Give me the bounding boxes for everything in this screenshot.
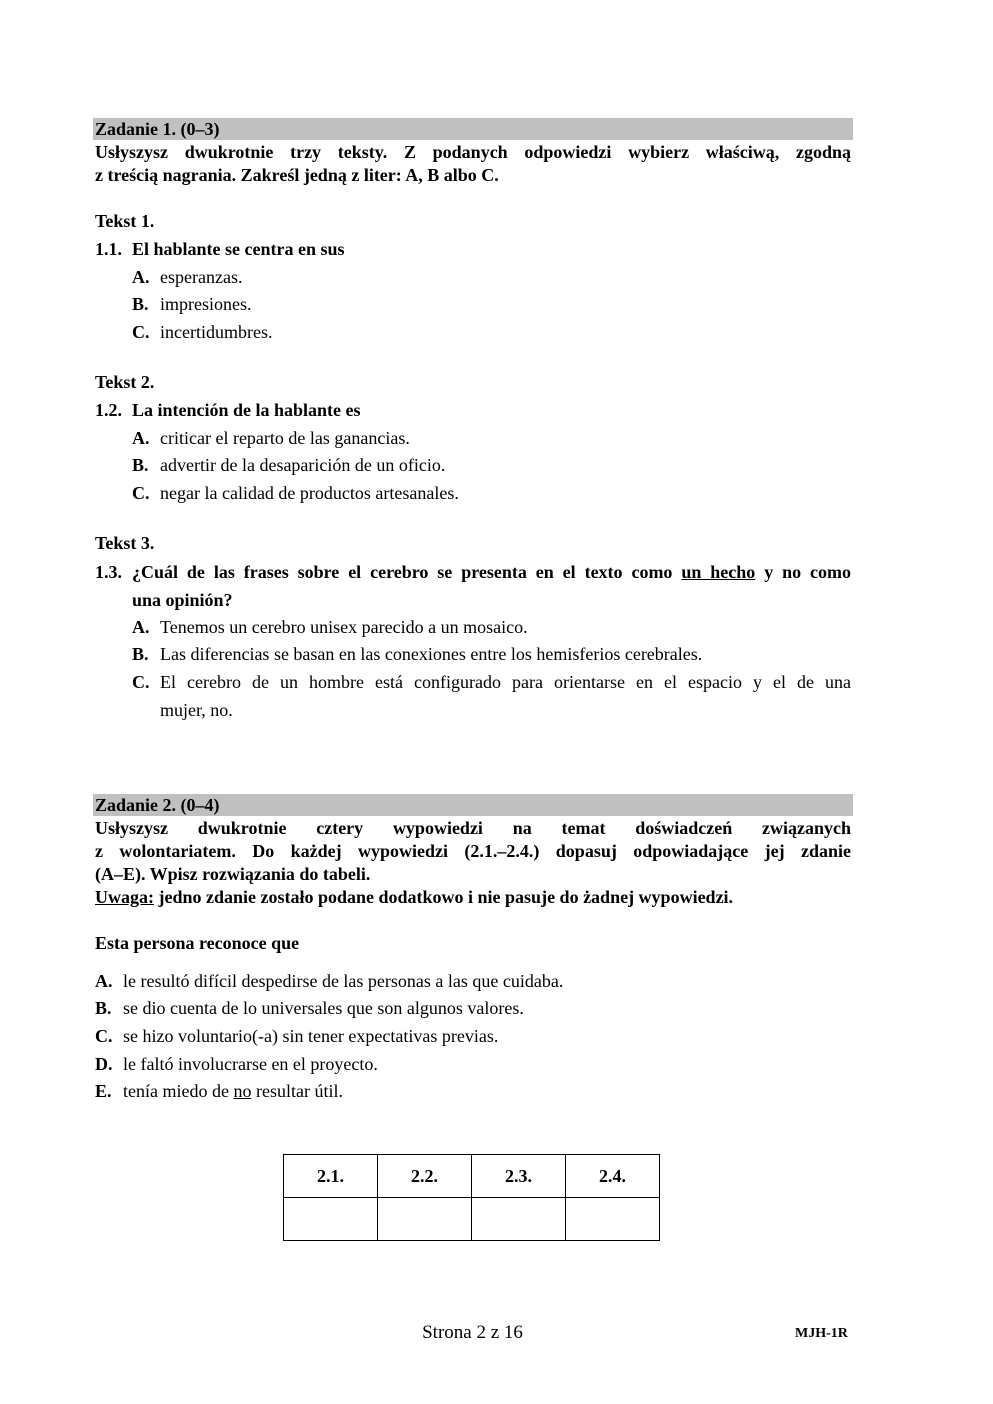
text3-label: Tekst 3. [95,533,155,553]
option-text: incertidumbres. [160,322,273,342]
option-letter: A. [132,428,150,448]
task2-instr-line3: (A–E). Wpisz rozwiązania do tabeli. [95,864,371,884]
option-text: le faltó involucrarse en el proyecto. [123,1054,378,1074]
option-letter: C. [132,483,150,503]
option-2-b [95,997,524,1019]
answer-header-2-4: 2.4. [566,1155,660,1198]
question-1-2 [95,399,361,421]
task1-instr-line2: z treścią nagrania. Zakreśl jedną z liter: A, B albo C. [95,165,499,185]
question-text: La intención de la hablante es [132,400,361,420]
option-2-a [95,970,563,992]
option-text: El cerebro de un hombre está configurado para orientarse en el espacio y el de una [160,672,851,692]
option-letter: B. [95,998,112,1018]
task2-instr-line2: z wolontariatem. Do każdej wypowiedzi (2.1.–2.4.) dopasuj odpowiadające jej zdanie [95,841,851,861]
option-text-underlined: no [233,1081,252,1101]
question-text-part2: y no como [764,562,851,582]
option-text: advertir de la desaparición de un oficio. [160,455,446,475]
text1-label: Tekst 1. [95,211,155,231]
answer-header-2-1: 2.1. [284,1155,378,1198]
option-1-3-a[interactable] [132,616,528,638]
option-letter: C. [132,322,150,342]
note-text: jedno zdanie zostało podane dodatkowo i nie pasuje do żadnej wypowiedzi. [154,887,734,907]
option-text: se hizo voluntario(-a) sin tener expectativas previas. [123,1026,499,1046]
page-number: Strona 2 z 16 [422,1322,523,1343]
question-underlined: un hecho [681,562,756,582]
note-label: Uwaga: [95,887,154,907]
option-1-3-c-line2: mujer, no. [160,700,233,720]
option-letter: D. [95,1054,113,1074]
question-number: 1.3. [95,562,122,582]
option-1-2-a[interactable] [132,427,410,449]
option-2-d [95,1053,378,1075]
option-text: criticar el reparto de las ganancias. [160,428,410,448]
task2-header: Zadanie 2. (0–4) [93,794,853,816]
answer-cell-2-1[interactable] [284,1198,378,1241]
question-text: El hablante se centra en sus [132,239,345,259]
task1-header: Zadanie 1. (0–3) [93,118,853,140]
option-letter: B. [132,294,149,314]
answer-header-2-3: 2.3. [472,1155,566,1198]
task1-instr-line1: Usłyszysz dwukrotnie trzy teksty. Z podanych odpowiedzi wybierz właściwą, zgodną [95,142,851,162]
question-1-3 [95,561,851,583]
option-letter: B. [132,455,149,475]
option-text: impresiones. [160,294,252,314]
option-letter: A. [95,971,113,991]
option-letter: C. [95,1026,113,1046]
option-c-line1 [132,671,851,693]
option-1-1-c[interactable] [132,321,272,343]
option-letter: B. [132,644,149,664]
option-text: Tenemos un cerebro unisex parecido a un mosaico. [160,617,528,637]
option-2-c [95,1025,498,1047]
answer-cell-2-2[interactable] [378,1198,472,1241]
question-1-3-line2: una opinión? [132,590,233,610]
text2-label: Tekst 2. [95,372,155,392]
option-2-e [95,1080,343,1102]
option-letter: A. [132,267,150,287]
task2-instructions [95,817,851,909]
answer-table-input-row [284,1198,660,1241]
answer-header-2-2: 2.2. [378,1155,472,1198]
answer-table-header-row [284,1155,660,1198]
question-1-1 [95,238,345,260]
answer-cell-2-4[interactable] [566,1198,660,1241]
question-number: 1.1. [95,239,122,259]
question-line1 [95,561,851,583]
answer-cell-2-3[interactable] [472,1198,566,1241]
option-1-2-b[interactable] [132,454,445,476]
task2-note [95,886,851,909]
option-1-3-b[interactable] [132,643,702,665]
option-1-3-c[interactable] [132,671,851,693]
option-letter: A. [132,617,150,637]
task2-stem: Esta persona reconoce que [95,933,300,953]
option-text: negar la calidad de productos artesanales. [160,483,459,503]
option-1-2-c[interactable] [132,482,459,504]
question-number: 1.2. [95,400,122,420]
option-letter: E. [95,1081,112,1101]
option-text-before: tenía miedo de [123,1081,234,1101]
option-text: esperanzas. [160,267,243,287]
exam-code: MJH-1R [795,1326,848,1341]
task2-instr-line1: Usłyszysz dwukrotnie cztery wypowiedzi na temat doświadczeń związanych [95,818,851,838]
option-1-1-b[interactable] [132,293,252,315]
option-1-1-a[interactable] [132,266,242,288]
option-text: Las diferencias se basan en las conexiones entre los hemisferios cerebrales. [160,644,703,664]
option-text: le resultó difícil despedirse de las personas a las que cuidaba. [123,971,564,991]
option-text: se dio cuenta de lo universales que son algunos valores. [123,998,524,1018]
answer-table [283,1154,660,1241]
task1-instructions [95,141,851,187]
option-text-after: resultar útil. [251,1081,343,1101]
option-letter: C. [132,672,150,692]
question-text-part1: ¿Cuál de las frases sobre el cerebro se presenta en el texto como [132,562,673,582]
